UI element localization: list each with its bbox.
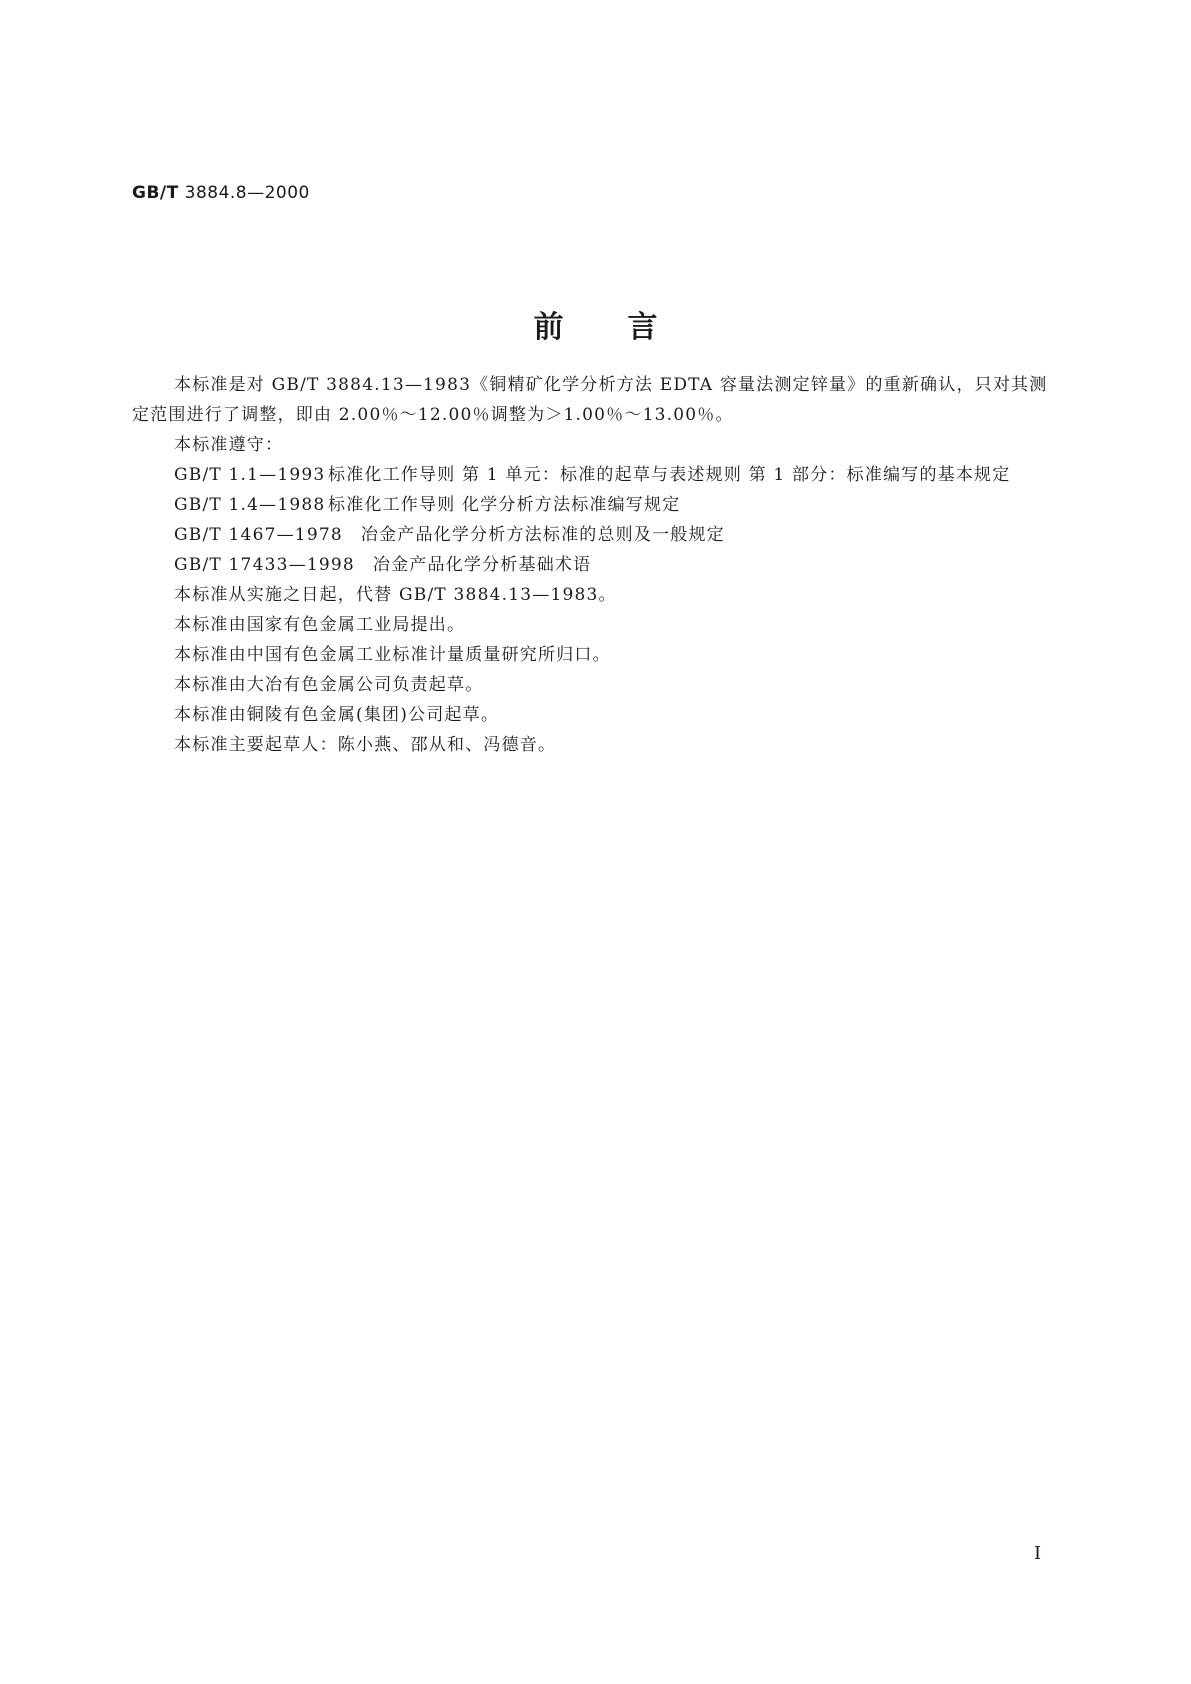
reference-code: GB/T 1.1—1993 [174,465,326,485]
reference-item [132,490,1059,520]
reference-item [132,460,1059,490]
standard-code-header [132,183,310,203]
reference-title: 冶金产品化学分析方法标准的总则及一般规定 [360,525,725,545]
reference-code: GB/T 1.4—1988 [174,495,326,515]
page-number: I [1034,1543,1042,1564]
page-title: 前言 [533,310,722,345]
reference-item [132,550,1059,580]
reference-title: 标准化工作导则 化学分析方法标准编写规定 [328,495,681,515]
statement-line: 本标准由中国有色金属工业标准计量质量研究所归口。 [174,645,611,665]
statement-line: 本标准由铜陵有色金属(集团)公司起草。 [174,705,500,725]
reference-title: 冶金产品化学分析基础术语 [372,555,592,575]
statement-line: 本标准主要起草人：陈小燕、邵从和、冯德音。 [174,735,557,755]
statement-line: 本标准由大冶有色金属公司负责起草。 [174,675,484,695]
statement-line: 本标准从实施之日起，代替 GB/T 3884.13—1983。 [174,585,617,605]
foreword-body [132,370,1059,760]
standard-number: 3884.8—2000 [184,183,310,203]
standard-prefix: GB/T [132,183,179,203]
reference-title: 标准化工作导则 第 1 单元：标准的起草与表述规则 第 1 部分：标准编写的基本规定 [328,465,1011,485]
intro-paragraph: 本标准是对 GB/T 3884.13—1983《铜精矿化学分析方法 EDTA 容量法测定锌量》的重新确认，只对其测定范围进行了调整，即由 2.00％～12.00％调整为＞1.00％～13.00％。 [132,375,1048,425]
compliance-label: 本标准遵守： [174,435,284,455]
reference-item [132,520,1059,550]
statement-line: 本标准由国家有色金属工业局提出。 [174,615,466,635]
reference-code: GB/T 17433—1998 [174,555,355,575]
reference-code: GB/T 1467—1978 [174,525,343,545]
